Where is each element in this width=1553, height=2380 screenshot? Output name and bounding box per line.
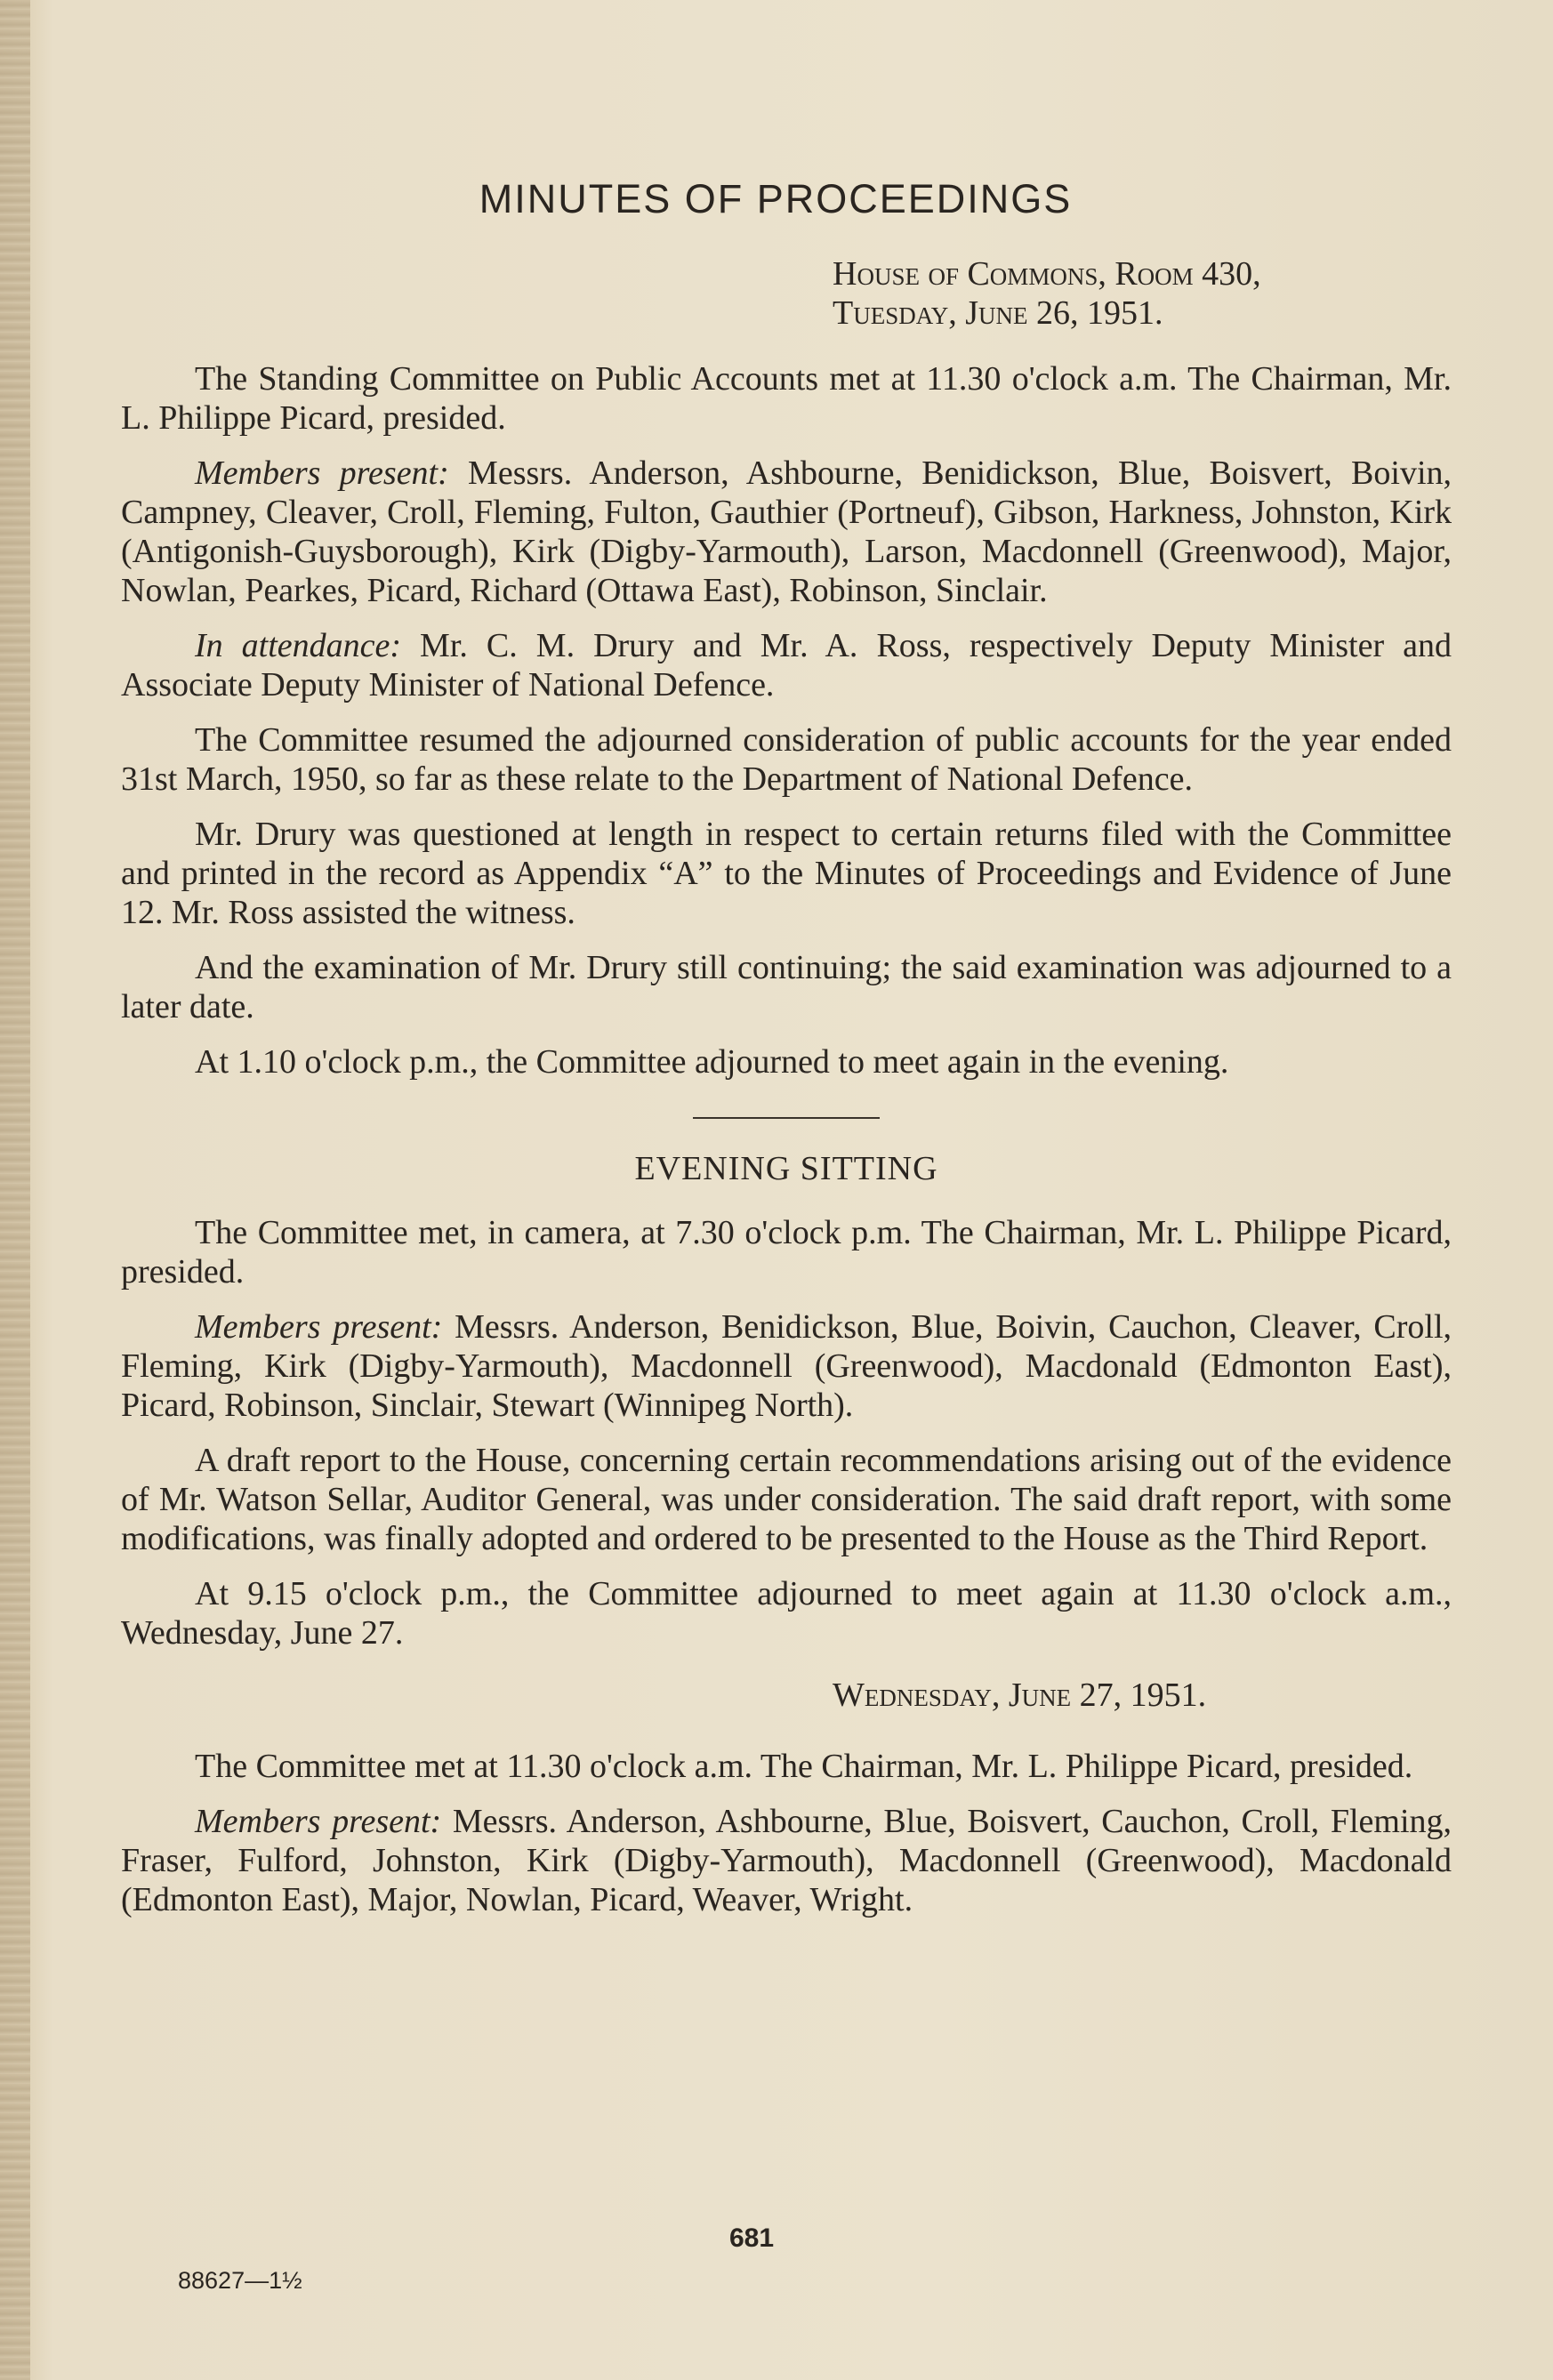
wednesday-members-paragraph bbox=[121, 1802, 1452, 1919]
document-title: MINUTES OF PROCEEDINGS bbox=[479, 176, 1073, 221]
page-number: 681 bbox=[729, 2223, 775, 2253]
opening-paragraph: The Standing Committee on Public Accounts met at 11.30 o'clock a.m. The Chairman, Mr. L. Philippe Picard, presided. bbox=[121, 360, 1452, 437]
wednesday-opening-paragraph: The Committee met at 11.30 o'clock a.m. The Chairman, Mr. L. Philippe Picard, presided. bbox=[195, 1748, 1413, 1785]
document-body bbox=[121, 169, 1452, 1935]
section-divider bbox=[693, 1117, 880, 1119]
sitting-date: Tuesday, June 26, 1951. bbox=[833, 294, 1163, 332]
evening-adjournment-paragraph: At 9.15 o'clock p.m., the Committee adjourned to meet again at 11.30 o'clock a.m., Wednesday, June 27. bbox=[121, 1575, 1452, 1652]
attendance-label: In attendance: bbox=[195, 627, 402, 664]
examination-continuing-paragraph: And the examination of Mr. Drury still continuing; the said examination was adjourned to a later date. bbox=[121, 949, 1452, 1025]
members-present-list: Messrs. Anderson, Ashbourne, Benidickson, Blue, Boisvert, Boivin, Campney, Cleaver, Croll, Fleming, Fulton, Gauthier (Portneuf), Gibson, Harkness, Johnston, Kirk (Antigonish-Guysborough), Kirk (Digby-Yarmouth), Larson, Macdonnell (Greenwood), Major, Nowlan, Pearkes, Picard, Richard (Ottawa East), Robinson, Sinclair. bbox=[121, 454, 1452, 609]
sitting-location: House of Commons, Room 430, bbox=[833, 255, 1261, 293]
drury-questioned-paragraph: Mr. Drury was questioned at length in respect to certain returns filed with the Committee and printed in the record as Appendix “A” to the Minutes of Proceedings and Evidence of June 12. Mr. Ross assisted the witness. bbox=[121, 816, 1452, 931]
print-code: 88627—1½ bbox=[178, 2267, 302, 2294]
evening-sitting-heading: EVENING SITTING bbox=[634, 1150, 938, 1187]
wednesday-members-list: Messrs. Anderson, Ashbourne, Blue, Boisvert, Cauchon, Croll, Fleming, Fraser, Fulford, Johnston, Kirk (Digby-Yarmouth), Macdonnell (Greenwood), Macdonald (Edmonton East), Major, Nowlan, Picard, Weaver, Wright. bbox=[121, 1803, 1452, 1918]
members-present-label: Members present: bbox=[195, 454, 449, 492]
evening-members-label: Members present: bbox=[195, 1308, 443, 1346]
attendance-text: Mr. C. M. Drury and Mr. A. Ross, respectively Deputy Minister and Associate Deputy Minister of National Defence. bbox=[121, 627, 1452, 704]
resumed-consideration-paragraph: The Committee resumed the adjourned consideration of public accounts for the year ended 31st March, 1950, so far as these relate to the Department of National Defence. bbox=[121, 721, 1452, 798]
draft-report-paragraph: A draft report to the House, concerning certain recommendations arising out of the evidence of Mr. Watson Sellar, Auditor General, was under consideration. The said draft report, with some modifications, was finally adopted and ordered to be presented to the House as the Third Report. bbox=[121, 1442, 1452, 1557]
evening-members-list: Messrs. Anderson, Benidickson, Blue, Boivin, Cauchon, Cleaver, Croll, Fleming, Kirk (Digby-Yarmouth), Macdonnell (Greenwood), Macdonald (Edmonton East), Picard, Robinson, Sinclair, Stewart (Winnipeg North). bbox=[121, 1308, 1452, 1424]
wednesday-date: Wednesday, June 27, 1951. bbox=[833, 1676, 1207, 1714]
page-binding-edge bbox=[0, 0, 30, 2380]
members-present-paragraph bbox=[121, 454, 1452, 610]
evening-members-paragraph bbox=[121, 1307, 1452, 1425]
attendance-paragraph bbox=[121, 626, 1452, 704]
wednesday-members-label: Members present: bbox=[195, 1803, 442, 1840]
evening-opening-paragraph: The Committee met, in camera, at 7.30 o'clock p.m. The Chairman, Mr. L. Philippe Picard, presided. bbox=[121, 1214, 1452, 1291]
morning-adjournment-paragraph: At 1.10 o'clock p.m., the Committee adjourned to meet again in the evening. bbox=[195, 1043, 1229, 1081]
